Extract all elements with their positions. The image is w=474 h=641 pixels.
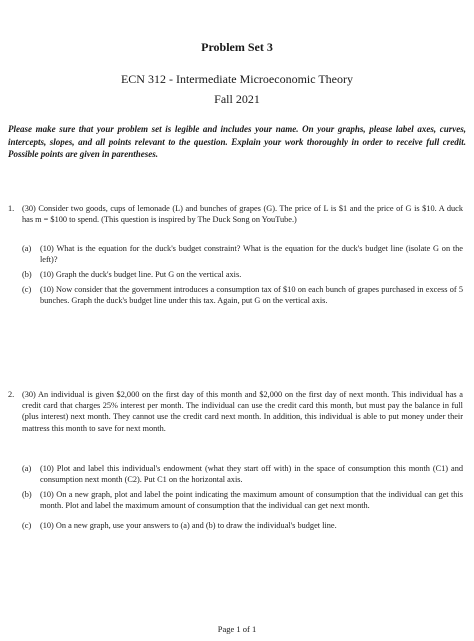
- course-title: ECN 312 - Intermediate Microeconomic Theory: [120, 72, 354, 86]
- question-1: [8, 203, 463, 225]
- instructions: Please make sure that your problem set is legible and includes your name. On your graphs, please label axes, curves, intercepts, slopes, and all points relevant to the question. Explain your work thoroughly in order to receive full credit. Possible points are given in parentheses.: [8, 124, 466, 159]
- part-text: (10) Now consider that the government introduces a consumption tax of $10 on each bunch of grapes purchased in excess of 5 bunches. Graph the duck's budget line under this tax. Again, put G on the vertical axis.: [40, 285, 463, 306]
- part-label: (c): [22, 285, 32, 294]
- part-label: (a): [22, 464, 32, 473]
- question-number: 1.: [8, 204, 15, 213]
- question-2-part-a: [22, 463, 463, 485]
- part-text: (10) On a new graph, plot and label the point indicating the maximum amount of consumption that the individual can get this month. Plot and label the maximum amount of consumption that the individual can get next month.: [40, 490, 463, 511]
- document-title: Problem Set 3: [201, 40, 273, 54]
- part-text: (10) Plot and label this individual's endowment (what they start off with) in the space of consumption this month (C1) and consumption next month (C2). Put C1 on the horizontal axis.: [40, 464, 463, 485]
- question-text: (30) An individual is given $2,000 on the first day of this month and $2,000 on the first day of next month. This individual has a credit card that charges 25% interest per month. The individual can use the credit card this month, but must pay the balance in full (plus interest) next month. They cannot use the credit card next month. In addition, this individual is able to put money under their mattress this month to save for next month.: [22, 390, 463, 433]
- question-number: 2.: [8, 390, 15, 399]
- part-label: (b): [22, 270, 32, 279]
- question-2: [8, 389, 463, 434]
- question-1-part-c: [22, 284, 463, 306]
- part-text: (10) On a new graph, use your answers to (a) and (b) to draw the individual's budget line.: [40, 521, 337, 530]
- page-footer: Page 1 of 1: [217, 624, 257, 634]
- question-2-part-b: [22, 489, 463, 511]
- question-2-part-c: [22, 520, 463, 531]
- part-text: (10) What is the equation for the duck's budget constraint? What is the equation for the duck's budget line (isolate G on the left)?: [40, 244, 463, 265]
- part-text: (10) Graph the duck's budget line. Put G on the vertical axis.: [40, 270, 242, 279]
- part-label: (b): [22, 490, 32, 499]
- term: Fall 2021: [214, 92, 260, 106]
- question-text: (30) Consider two goods, cups of lemonade (L) and bunches of grapes (G). The price of L is $1 and the price of G is $10. A duck has m = $100 to spend. (This question is inspired by The Duck Song on YouTube.): [22, 204, 463, 225]
- part-label: (c): [22, 521, 32, 530]
- question-1-part-b: [22, 269, 463, 280]
- question-1-part-a: [22, 243, 463, 265]
- part-label: (a): [22, 244, 32, 253]
